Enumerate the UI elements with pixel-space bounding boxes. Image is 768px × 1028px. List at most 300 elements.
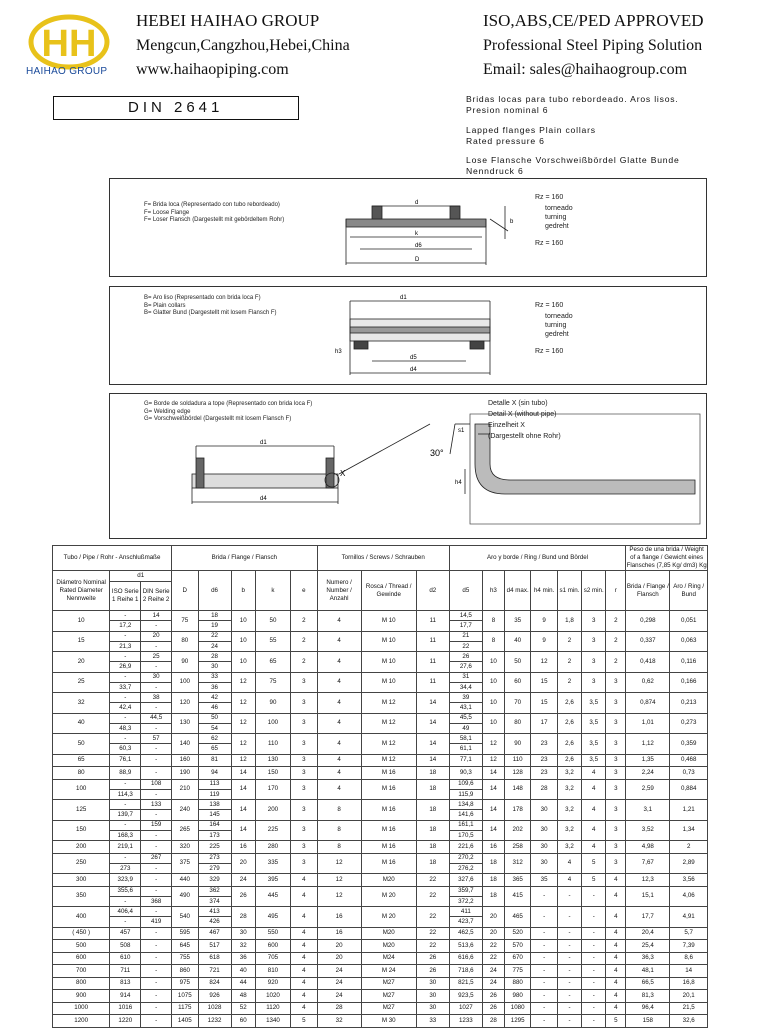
cell-b: 48 bbox=[231, 990, 255, 1003]
diagram-welding-edge bbox=[109, 393, 707, 539]
cell-d2: 26 bbox=[416, 965, 449, 978]
cell-s1: - bbox=[557, 990, 581, 1003]
cell-d5-part: 27,6 bbox=[459, 663, 472, 671]
cell-wf: 1,12 bbox=[626, 734, 670, 755]
header-k: k bbox=[255, 571, 290, 611]
cell-n: 4 bbox=[317, 767, 361, 780]
cell-din: - bbox=[141, 977, 172, 990]
cell-split bbox=[141, 907, 171, 927]
diagram-plain-collar bbox=[109, 286, 707, 385]
header-brida: Brida / Flange / Flansch bbox=[172, 546, 318, 571]
cell-s1: 3,2 bbox=[557, 800, 581, 821]
cell-din: - bbox=[141, 965, 172, 978]
cell-wr: 5,7 bbox=[670, 927, 708, 940]
cell-split bbox=[199, 800, 231, 820]
cell-iso-part: - bbox=[110, 611, 140, 621]
cell-din-part: 14 bbox=[141, 611, 171, 621]
cell-split bbox=[199, 611, 231, 631]
cell-d6-part: 50 bbox=[199, 714, 231, 724]
cell-r: 3 bbox=[606, 734, 626, 755]
cell-s2: - bbox=[582, 952, 606, 965]
cell-r: 3 bbox=[606, 841, 626, 854]
cell-d6-part: 362 bbox=[199, 887, 231, 897]
cell-r: 4 bbox=[606, 907, 626, 928]
cell-h4: - bbox=[531, 977, 557, 990]
cell-s1: 2,6 bbox=[557, 734, 581, 755]
cell-split bbox=[141, 780, 171, 800]
cell-thread: M 10 bbox=[361, 672, 416, 693]
cell-split bbox=[199, 652, 231, 672]
cell-d6: 1232 bbox=[198, 1015, 231, 1028]
description-en bbox=[466, 125, 596, 146]
cell-dn: 10 bbox=[53, 611, 110, 632]
cell-din-part: 133 bbox=[141, 800, 171, 810]
standard-title-box bbox=[53, 96, 299, 120]
cell-d2: 18 bbox=[416, 820, 449, 841]
cell-h4: - bbox=[531, 907, 557, 928]
cell-d6-part: 19 bbox=[211, 622, 218, 630]
cell-s2: - bbox=[582, 977, 606, 990]
cell-e: 4 bbox=[291, 907, 317, 928]
cell-D: 130 bbox=[172, 713, 198, 734]
cell-h4: 23 bbox=[531, 734, 557, 755]
cell-d6-part: 273 bbox=[199, 854, 231, 864]
cell-wr: 1,34 bbox=[670, 820, 708, 841]
cell-iso: 457 bbox=[110, 927, 141, 940]
cell-s2: - bbox=[582, 886, 606, 907]
cell-din bbox=[141, 693, 172, 714]
cell-d5-part: 141,6 bbox=[458, 811, 474, 819]
cell-dn: ( 450 ) bbox=[53, 927, 110, 940]
cell-iso bbox=[110, 652, 141, 673]
header-tornillos: Tornillos / Screws / Schrauben bbox=[317, 546, 449, 571]
cell-wf: 0,418 bbox=[626, 652, 670, 673]
cell-b: 60 bbox=[231, 1015, 255, 1028]
header-rosca: Rosca / Thread / Gewinde bbox=[361, 571, 416, 611]
cell-iso-part: 139,7 bbox=[117, 811, 133, 819]
cell-s2: 4 bbox=[582, 767, 606, 780]
cell-h4: 30 bbox=[531, 853, 557, 874]
legend-line: G= Welding edge bbox=[144, 408, 191, 415]
cell-iso bbox=[110, 713, 141, 734]
cell-r: 4 bbox=[606, 886, 626, 907]
cell-s2: 3,5 bbox=[582, 734, 606, 755]
cell-split bbox=[110, 780, 140, 800]
cell-D: 100 bbox=[172, 672, 198, 693]
cell-d4: 50 bbox=[504, 652, 530, 673]
cell-split bbox=[199, 887, 231, 907]
cell-d5-part: 14,5 bbox=[450, 611, 482, 621]
cell-D: 120 bbox=[172, 693, 198, 714]
cell-dn: 1000 bbox=[53, 1002, 110, 1015]
cell-wr: 2 bbox=[670, 841, 708, 854]
cell-wf: 0,337 bbox=[626, 631, 670, 652]
cell-wr: 0,051 bbox=[670, 611, 708, 632]
cell-d5: 923,5 bbox=[449, 990, 482, 1003]
table-row bbox=[53, 853, 708, 874]
cell-n: 12 bbox=[317, 853, 361, 874]
cell-h4: 23 bbox=[531, 754, 557, 767]
cell-h4: 28 bbox=[531, 779, 557, 800]
table-row bbox=[53, 1015, 708, 1028]
cell-r: 4 bbox=[606, 874, 626, 887]
cell-din bbox=[141, 734, 172, 755]
cell-d5 bbox=[449, 693, 482, 714]
dim-h4: h4 bbox=[455, 480, 462, 486]
cell-k: 395 bbox=[255, 874, 290, 887]
cell-d5 bbox=[449, 631, 482, 652]
cell-s2: 4 bbox=[582, 820, 606, 841]
cell-h3: 10 bbox=[482, 672, 504, 693]
cell-h3: 14 bbox=[482, 800, 504, 821]
cell-split bbox=[450, 907, 482, 927]
cell-h3: 18 bbox=[482, 874, 504, 887]
cell-d6: 81 bbox=[198, 754, 231, 767]
cell-wf: 25,4 bbox=[626, 940, 670, 953]
cell-s1: 2 bbox=[557, 631, 581, 652]
cell-split bbox=[110, 800, 140, 820]
cell-h3: 26 bbox=[482, 990, 504, 1003]
cell-r: 2 bbox=[606, 611, 626, 632]
cell-d5 bbox=[449, 820, 482, 841]
cell-n: 28 bbox=[317, 1002, 361, 1015]
cell-din-part: 30 bbox=[141, 673, 171, 683]
cell-s1: 4 bbox=[557, 874, 581, 887]
cell-d6-part: 138 bbox=[199, 800, 231, 810]
cell-d5: 513,6 bbox=[449, 940, 482, 953]
cell-s2: 3 bbox=[582, 672, 606, 693]
cell-b: 36 bbox=[231, 952, 255, 965]
cell-split bbox=[199, 673, 231, 693]
cell-d4: 40 bbox=[504, 631, 530, 652]
cell-r: 3 bbox=[606, 853, 626, 874]
cell-split bbox=[450, 693, 482, 713]
cell-din: - bbox=[141, 952, 172, 965]
cell-r: 4 bbox=[606, 927, 626, 940]
cell-iso-part: 355,6 bbox=[110, 887, 140, 897]
cell-dn: 20 bbox=[53, 652, 110, 673]
cell-D: 755 bbox=[172, 952, 198, 965]
cell-D: 975 bbox=[172, 977, 198, 990]
cell-D: 160 bbox=[172, 754, 198, 767]
cell-k: 280 bbox=[255, 841, 290, 854]
cell-d4: 35 bbox=[504, 611, 530, 632]
dim-b: b bbox=[510, 219, 514, 225]
cell-d6-part: 36 bbox=[211, 683, 218, 691]
header-peso: Peso de una brida / Weight of a flange / Gewicht eines Flansches (7,85 Kg/ dm3) Kg bbox=[626, 546, 707, 569]
cell-h4: - bbox=[531, 927, 557, 940]
cell-r: 3 bbox=[606, 713, 626, 734]
detail-label-es: Detalle X (sin tubo) bbox=[488, 400, 548, 407]
cell-din-part: - bbox=[155, 864, 158, 872]
cell-h3: 12 bbox=[482, 734, 504, 755]
cell-h4: 30 bbox=[531, 800, 557, 821]
table-row bbox=[53, 841, 708, 854]
cell-iso bbox=[110, 820, 141, 841]
cell-d2: 11 bbox=[416, 631, 449, 652]
cell-thread: M 30 bbox=[361, 1015, 416, 1028]
dim-d1: d1 bbox=[400, 295, 407, 301]
cell-dn: 50 bbox=[53, 734, 110, 755]
cell-d6-part: 18 bbox=[199, 611, 231, 621]
cell-split bbox=[450, 780, 482, 800]
cell-k: 1340 bbox=[255, 1015, 290, 1028]
cell-d5: 616,6 bbox=[449, 952, 482, 965]
cell-s2: - bbox=[582, 1015, 606, 1028]
cell-wr: 0,063 bbox=[670, 631, 708, 652]
cell-wf: 12,3 bbox=[626, 874, 670, 887]
table-row bbox=[53, 652, 708, 673]
roughness-label: Rz = 160 bbox=[535, 348, 564, 355]
cell-b: 10 bbox=[231, 631, 255, 652]
cell-d6-part: 173 bbox=[209, 831, 220, 839]
cell-s1: - bbox=[557, 927, 581, 940]
cell-k: 335 bbox=[255, 853, 290, 874]
cell-d5 bbox=[449, 652, 482, 673]
cell-h4: 17 bbox=[531, 713, 557, 734]
cell-din-part: - bbox=[155, 811, 158, 819]
cell-b: 14 bbox=[231, 820, 255, 841]
cell-dn: 600 bbox=[53, 952, 110, 965]
cell-k: 495 bbox=[255, 907, 290, 928]
cell-split bbox=[450, 887, 482, 907]
cell-r: 3 bbox=[606, 767, 626, 780]
cell-d4: 202 bbox=[504, 820, 530, 841]
company-email[interactable]: Email: sales@haihaogroup.com bbox=[483, 61, 688, 78]
cell-d6: 329 bbox=[198, 874, 231, 887]
cell-D: 490 bbox=[172, 886, 198, 907]
cell-h4: 23 bbox=[531, 767, 557, 780]
cell-din-part: - bbox=[155, 790, 158, 798]
cell-din-part: - bbox=[155, 642, 158, 650]
cell-iso-part: - bbox=[110, 673, 140, 683]
cell-iso-part: 273 bbox=[120, 864, 131, 872]
cell-d5-part: 276,2 bbox=[458, 864, 474, 872]
cell-split bbox=[110, 611, 140, 631]
cell-D: 1405 bbox=[172, 1015, 198, 1028]
table-body bbox=[53, 611, 708, 1028]
cell-dn: 350 bbox=[53, 886, 110, 907]
header-h3: h3 bbox=[482, 571, 504, 611]
cell-iso-part: 60,3 bbox=[119, 745, 132, 753]
cell-din-part: 368 bbox=[150, 897, 162, 905]
cell-s1: - bbox=[557, 940, 581, 953]
cell-dn: 700 bbox=[53, 965, 110, 978]
cell-b: 14 bbox=[231, 800, 255, 821]
cell-din-part: - bbox=[155, 745, 158, 753]
cell-d6 bbox=[198, 693, 231, 714]
desc-de-line1: Lose Flansche Vorschweißbördel Glatte Bunde bbox=[466, 155, 680, 165]
cell-d2: 18 bbox=[416, 779, 449, 800]
cell-d6-part: 24 bbox=[211, 642, 218, 650]
cell-n: 24 bbox=[317, 977, 361, 990]
cell-wr: 4,06 bbox=[670, 886, 708, 907]
header-b: b bbox=[231, 571, 255, 611]
cell-d4: 148 bbox=[504, 779, 530, 800]
dimension-table bbox=[52, 545, 708, 1028]
cell-k: 200 bbox=[255, 800, 290, 821]
cell-split bbox=[450, 854, 482, 874]
cell-d5-part: 109,6 bbox=[450, 780, 482, 790]
header-r: r bbox=[606, 571, 626, 611]
plain-collar-drawing bbox=[110, 287, 706, 384]
cell-b: 12 bbox=[231, 672, 255, 693]
cell-din-part: 44,5 bbox=[141, 714, 171, 724]
cell-iso: 76,1 bbox=[110, 754, 141, 767]
cell-dn: 80 bbox=[53, 767, 110, 780]
cell-dn: 900 bbox=[53, 990, 110, 1003]
cell-b: 26 bbox=[231, 886, 255, 907]
rough-label-en: turning bbox=[545, 322, 567, 329]
header-weight-ring: Aro / Ring / Bund bbox=[670, 571, 708, 611]
cell-wr: 0,166 bbox=[670, 672, 708, 693]
cell-split bbox=[450, 652, 482, 672]
company-website[interactable]: www.haihaopiping.com bbox=[136, 61, 289, 78]
cell-iso-part: 17,2 bbox=[119, 622, 132, 630]
cell-D: 645 bbox=[172, 940, 198, 953]
cell-d2: 22 bbox=[416, 886, 449, 907]
cell-din-part: 108 bbox=[141, 780, 171, 790]
cell-d5-part: 49 bbox=[462, 724, 470, 732]
tagline: Professional Steel Piping Solution bbox=[483, 37, 703, 54]
cell-h4: 35 bbox=[531, 874, 557, 887]
cell-wr: 32,6 bbox=[670, 1015, 708, 1028]
cell-split bbox=[450, 800, 482, 820]
cell-d4: 80 bbox=[504, 713, 530, 734]
cell-iso-part: 33,7 bbox=[119, 683, 132, 691]
cell-r: 3 bbox=[606, 779, 626, 800]
cell-d5 bbox=[449, 672, 482, 693]
cell-iso-part: - bbox=[110, 693, 140, 703]
cell-wf: 1,01 bbox=[626, 713, 670, 734]
cell-din bbox=[141, 672, 172, 693]
cell-split bbox=[141, 693, 171, 713]
legend-line: G= Vorschweißbördel (Dargestellt mit losem Flansch F) bbox=[144, 416, 292, 423]
cell-din: - bbox=[141, 927, 172, 940]
cell-D: 540 bbox=[172, 907, 198, 928]
legend-line: B= Plain collars bbox=[144, 302, 186, 309]
table-row bbox=[53, 874, 708, 887]
cell-d2: 22 bbox=[416, 874, 449, 887]
cell-b: 12 bbox=[231, 693, 255, 714]
cell-k: 170 bbox=[255, 779, 290, 800]
cell-d2: 18 bbox=[416, 853, 449, 874]
cell-r: 3 bbox=[606, 754, 626, 767]
cell-d4: 520 bbox=[504, 927, 530, 940]
cell-d5: 821,5 bbox=[449, 977, 482, 990]
cell-thread: M 12 bbox=[361, 713, 416, 734]
cell-d2: 18 bbox=[416, 841, 449, 854]
cell-d6: 94 bbox=[198, 767, 231, 780]
cell-din: - bbox=[141, 1015, 172, 1028]
cell-wf: 17,7 bbox=[626, 907, 670, 928]
cell-n: 4 bbox=[317, 754, 361, 767]
cell-d4: 90 bbox=[504, 734, 530, 755]
cell-din-part: - bbox=[141, 907, 171, 917]
cell-d6-part: 30 bbox=[211, 663, 218, 671]
cell-e: 4 bbox=[291, 965, 317, 978]
cell-d5-part: 58,1 bbox=[450, 734, 482, 744]
cell-split bbox=[141, 632, 171, 652]
cell-k: 100 bbox=[255, 713, 290, 734]
cell-s2: 5 bbox=[582, 874, 606, 887]
legend-line: B= Aro liso (Representado con brida loca F) bbox=[144, 295, 261, 301]
cell-wr: 2,89 bbox=[670, 853, 708, 874]
header-d1: d1 bbox=[110, 571, 172, 582]
cell-e: 3 bbox=[291, 820, 317, 841]
cell-din-part: - bbox=[155, 831, 158, 839]
table-row bbox=[53, 754, 708, 767]
table-row bbox=[53, 734, 708, 755]
cell-wr: 21,5 bbox=[670, 1002, 708, 1015]
cell-d6-part: 145 bbox=[209, 811, 220, 819]
cell-d2: 22 bbox=[416, 940, 449, 953]
cell-wf: 0,298 bbox=[626, 611, 670, 632]
table-row bbox=[53, 779, 708, 800]
cell-d5-part: 411 bbox=[450, 907, 482, 917]
cell-d6-part: 62 bbox=[199, 734, 231, 744]
cell-wf: 3,1 bbox=[626, 800, 670, 821]
cell-s1: - bbox=[557, 907, 581, 928]
table-row bbox=[53, 820, 708, 841]
cell-h4: - bbox=[531, 990, 557, 1003]
cell-d6 bbox=[198, 672, 231, 693]
cell-b: 12 bbox=[231, 734, 255, 755]
cell-d2: 18 bbox=[416, 767, 449, 780]
cell-s1: 4 bbox=[557, 853, 581, 874]
cell-dn: 40 bbox=[53, 713, 110, 734]
cell-b: 30 bbox=[231, 927, 255, 940]
cell-iso: 219,1 bbox=[110, 841, 141, 854]
header-e: e bbox=[291, 571, 317, 611]
cell-iso-part: - bbox=[110, 854, 140, 864]
cell-h3: 18 bbox=[482, 853, 504, 874]
cell-d5-part: 45,5 bbox=[450, 714, 482, 724]
cell-wr: 0,73 bbox=[670, 767, 708, 780]
cell-r: 3 bbox=[606, 693, 626, 714]
cell-din: - bbox=[141, 754, 172, 767]
cell-d6-part: 22 bbox=[199, 632, 231, 642]
cell-s2: - bbox=[582, 1002, 606, 1015]
cell-thread: M 12 bbox=[361, 734, 416, 755]
cell-h4: - bbox=[531, 1015, 557, 1028]
cell-s2: - bbox=[582, 940, 606, 953]
desc-en-line1: Lapped flanges Plain collars bbox=[466, 125, 596, 135]
cell-r: 4 bbox=[606, 952, 626, 965]
cell-n: 32 bbox=[317, 1015, 361, 1028]
cell-d2: 14 bbox=[416, 713, 449, 734]
header-h4: h4 min. bbox=[531, 571, 557, 611]
cell-d5: 90,3 bbox=[449, 767, 482, 780]
cell-k: 600 bbox=[255, 940, 290, 953]
cell-d4: 1080 bbox=[504, 1002, 530, 1015]
cell-d6 bbox=[198, 907, 231, 928]
cell-b: 12 bbox=[231, 713, 255, 734]
cell-iso bbox=[110, 800, 141, 821]
cell-iso-part: 114,3 bbox=[117, 790, 133, 798]
cell-dn: 500 bbox=[53, 940, 110, 953]
cell-wf: 48,1 bbox=[626, 965, 670, 978]
cell-s2: 3,5 bbox=[582, 754, 606, 767]
cell-s1: 3,2 bbox=[557, 779, 581, 800]
cell-d2: 22 bbox=[416, 907, 449, 928]
cell-n: 4 bbox=[317, 652, 361, 673]
cell-d5-part: 34,4 bbox=[459, 683, 472, 691]
cell-h3: 10 bbox=[482, 713, 504, 734]
cell-wr: 0,884 bbox=[670, 779, 708, 800]
cell-d5 bbox=[449, 734, 482, 755]
cell-wr: 20,1 bbox=[670, 990, 708, 1003]
